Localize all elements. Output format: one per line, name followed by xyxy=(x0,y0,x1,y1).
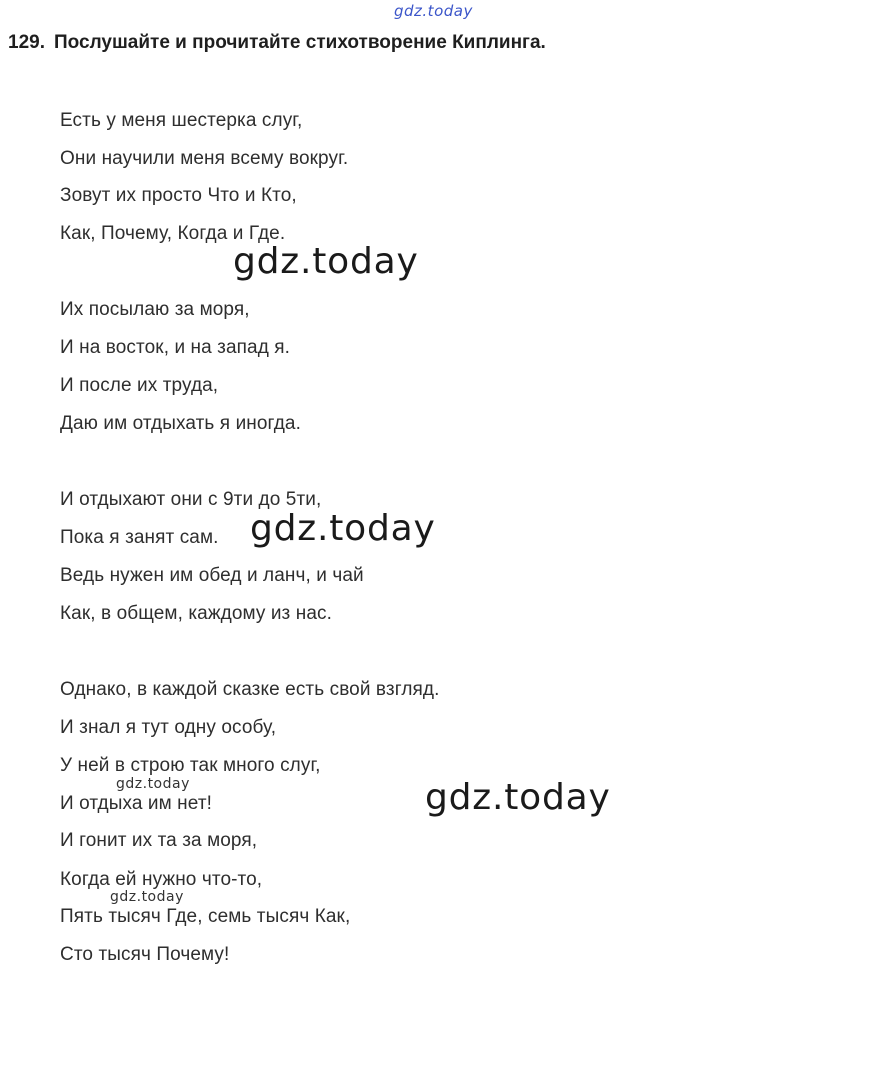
exercise-number: 129. xyxy=(8,32,45,53)
poem-line: У ней в строю так много слуг, xyxy=(60,755,321,776)
poem-line: Их посылаю за моря, xyxy=(60,299,250,320)
poem-line: Однако, в каждой сказке есть свой взгляд. xyxy=(60,679,440,700)
poem-line: Пять тысяч Где, семь тысяч Как, xyxy=(60,906,351,927)
poem-line: И после их труда, xyxy=(60,375,219,396)
poem-line: Зовут их просто Что и Кто, xyxy=(60,185,297,206)
poem-line: И отдыха им нет! xyxy=(60,793,212,814)
watermark-top: gdz.today xyxy=(394,2,473,20)
watermark-large: gdz.today xyxy=(233,241,419,282)
poem-line: Даю им отдыхать я иногда. xyxy=(60,413,301,434)
watermark-large: gdz.today xyxy=(250,508,436,549)
poem-line: И гонит их та за моря, xyxy=(60,830,258,851)
exercise-title: Послушайте и прочитайте стихотворение Киплинга. xyxy=(53,32,546,53)
poem-line: Когда ей нужно что-то, xyxy=(60,869,263,890)
poem-line: И отдыхают они с 9ти до 5ти, xyxy=(60,489,322,510)
poem-line: Как, Почему, Когда и Где. xyxy=(60,223,286,244)
poem-line: И знал я тут одну особу, xyxy=(60,717,277,738)
poem-line: Сто тысяч Почему! xyxy=(60,944,230,965)
poem-line: Пока я занят сам. xyxy=(60,527,219,548)
poem-line: Как, в общем, каждому из нас. xyxy=(60,603,332,624)
poem-line: Ведь нужен им обед и ланч, и чай xyxy=(60,565,364,586)
poem-line: И на восток, и на запад я. xyxy=(60,337,291,358)
poem-line: Есть у меня шестерка слуг, xyxy=(60,110,303,131)
watermark-small: gdz.today xyxy=(110,889,184,905)
watermark-large: gdz.today xyxy=(425,777,611,818)
poem-line: Они научили меня всему вокруг. xyxy=(60,148,349,169)
watermark-small: gdz.today xyxy=(116,776,190,792)
